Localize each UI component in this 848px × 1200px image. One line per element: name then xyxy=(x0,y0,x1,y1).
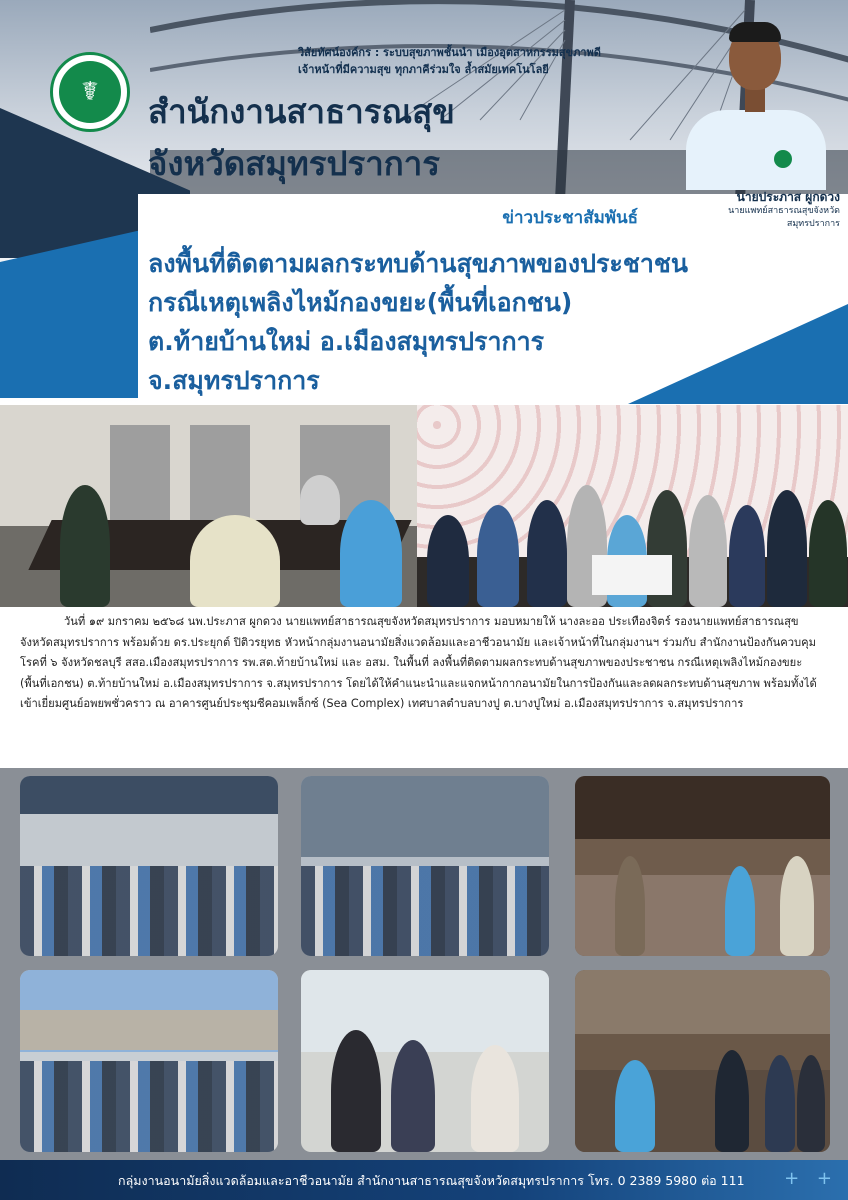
vision-tagline-line1: วิสัยทัศน์องค์กร : ระบบสุขภาพชั้นนำ เมืองอุตสาหกรรมสุขภาพดี xyxy=(298,46,601,59)
crowd xyxy=(301,866,549,956)
footer-contact-text: กลุ่มงานอนามัยสิ่งแวดล้อมและอาชีวอนามัย สำนักงานสาธารณสุขจังหวัดสมุทรปราการ โทร. 0 2389 5980 ต่อ 111 xyxy=(118,1173,745,1188)
official-position: นายแพทย์สาธารณสุขจังหวัดสมุทรปราการ xyxy=(728,206,840,229)
meeting-room-photo xyxy=(0,405,417,607)
person-figure xyxy=(729,505,765,607)
vision-tagline-line2: เจ้าหน้าที่มีความสุข ทุกภาคีร่วมใจ ล้ำสมัยเทคโนโลยี xyxy=(298,63,549,76)
person-figure xyxy=(190,515,280,607)
hall-ceiling xyxy=(575,776,830,839)
caduceus-icon: ☤ xyxy=(59,61,121,123)
crowd xyxy=(20,866,278,956)
headline-line2: กรณีเหตุเพลิงไหม้กองขยะ(พื้นที่เอกชน) xyxy=(148,288,573,317)
org-title xyxy=(148,86,455,190)
vision-tagline xyxy=(298,44,678,78)
portrait-hair xyxy=(729,22,781,42)
gallery-photo-tent-distribution xyxy=(20,776,278,956)
portrait-badge-icon xyxy=(774,150,792,168)
footer-bar xyxy=(0,1160,848,1200)
person-figure xyxy=(527,500,567,607)
person-figure xyxy=(780,856,814,956)
wall-background xyxy=(301,970,549,1052)
tent-roof xyxy=(20,776,278,814)
person-figure xyxy=(331,1030,381,1152)
person-figure xyxy=(725,866,755,956)
gallery-photo-group-outdoor xyxy=(301,776,549,956)
person-figure xyxy=(477,505,519,607)
person-figure xyxy=(300,475,340,525)
person-figure xyxy=(471,1045,519,1152)
press-release-label: ข่าวประชาสัมพันธ์ xyxy=(502,208,638,228)
ministry-logo xyxy=(50,52,130,132)
headline-line3: ต.ท้ายบ้านใหม่ อ.เมืองสมุทรปราการ xyxy=(148,327,545,356)
news-body xyxy=(20,612,828,715)
crowd xyxy=(20,1061,278,1152)
group-photo-handover xyxy=(417,405,848,607)
org-title-line2: จังหวัดสมุทรปราการ xyxy=(148,144,440,183)
gallery-photo-home-visit xyxy=(301,970,549,1152)
headline-line4: จ.สมุทรปราการ xyxy=(148,366,320,395)
person-figure xyxy=(615,1060,655,1152)
hall-wall xyxy=(575,970,830,1034)
official-name: นายประภาส ผูกดวง xyxy=(736,190,840,204)
news-headline xyxy=(148,244,848,400)
gallery-photo-hall-visit xyxy=(575,776,830,956)
person-figure xyxy=(765,1055,795,1152)
person-figure xyxy=(797,1055,825,1152)
tent-roof xyxy=(20,1010,278,1050)
news-paragraph: วันที่ ๑๙ มกราคม ๒๕๖๘ นพ.ประภาส ผูกดวง นายแพทย์สาธารณสุขจังหวัดสมุทรปราการ มอบหมายให้ นางละออ ประเทืองจิตร์ รองนายแพทย์สาธารณสุขจังหวัดสมุทรปราการ พร้อมด้วย ดร.ประยุกต์ ปิติวรยุทธ หัวหน้ากลุ่มงานอนามัยสิ่งแวดล้อมและอาชีวอนามัย และเจ้าหน้าที่ในกลุ่มงานฯ ร่วมกับ สำนักงานป้องกันควบคุมโรคที่ ๖ จังหวัดชลบุรี สสอ.เมืองสมุทรปราการ รพ.สต.ท้ายบ้านใหม่ และ อสม. ในพื้นที่ ลงพื้นที่ติดตามผลกระทบด้านสุขภาพของประชาชน กรณีเหตุเพลิงไหม้กองขยะ (พื้นที่เอกชน) ต.ท้ายบ้านใหม่ อ.เมืองสมุทรปราการ จ.สมุทรปราการ โดยได้ให้คำแนะนำและแจกหน้ากากอนามัยในการป้องกันและลดผลกระทบด้านสุขภาพ พร้อมทั้งได้เข้าเยี่ยมศูนย์อพยพชั่วคราว ณ อาคารศูนย์ประชุมซีคอมเพล็กซ์ (Sea Complex) เทศบาลตำบลบางปู ต.บางปูใหม่ อ.เมืองสมุทรปราการ จ.สมุทรปราการ xyxy=(20,615,817,710)
org-title-line1: สำนักงานสาธารณสุข xyxy=(148,92,455,131)
mask-boxes xyxy=(592,555,672,595)
building-background xyxy=(301,776,549,857)
headline-line1: ลงพื้นที่ติดตามผลกระทบด้านสุขภาพของประชาชน xyxy=(148,249,688,278)
person-figure xyxy=(767,490,807,607)
portrait-shirt xyxy=(686,110,826,190)
person-figure xyxy=(391,1040,435,1152)
plus-decoration-icon: + + xyxy=(784,1168,838,1189)
gallery-photo-shelter-briefing xyxy=(575,970,830,1152)
meeting-curtain xyxy=(110,425,170,535)
person-figure xyxy=(689,495,727,607)
official-portrait xyxy=(676,18,830,190)
gallery-photo-tent-crowd xyxy=(20,970,278,1152)
person-figure xyxy=(615,856,645,956)
person-figure xyxy=(809,500,847,607)
person-figure xyxy=(340,500,402,607)
person-figure xyxy=(715,1050,749,1152)
person-figure xyxy=(427,515,469,607)
header xyxy=(0,0,848,405)
official-caption xyxy=(676,190,848,231)
person-figure xyxy=(60,485,110,607)
